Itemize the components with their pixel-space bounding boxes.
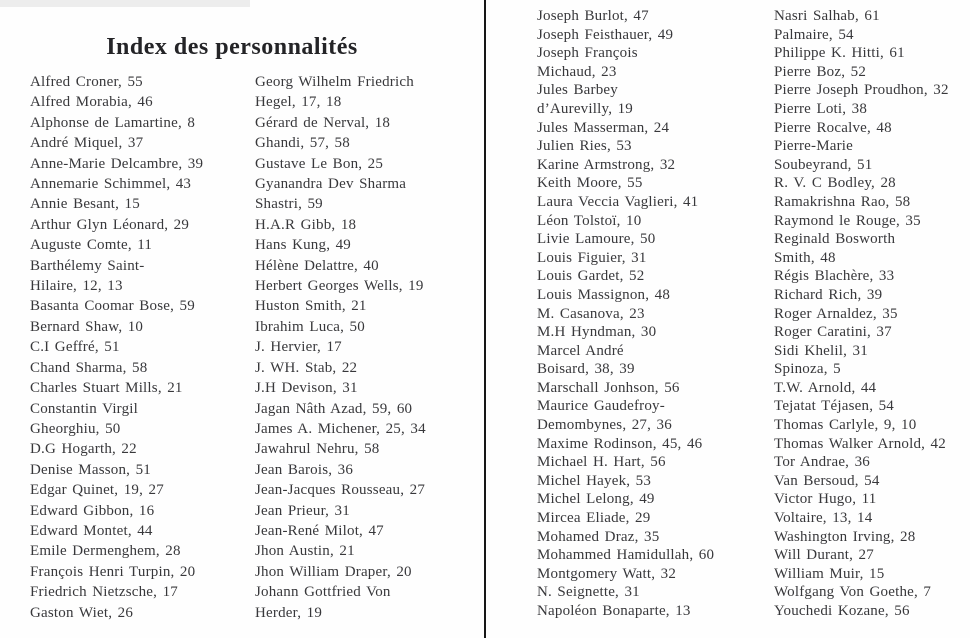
- index-entry: Ghandi, 57, 58: [255, 135, 350, 152]
- index-entry: Reginald Bosworth: [774, 231, 896, 248]
- index-entry: Hélène Delattre, 40: [255, 257, 379, 274]
- index-entry: Will Durant, 27: [774, 547, 874, 564]
- index-entry: Régis Blachère, 33: [774, 268, 895, 285]
- index-entry: Mircea Eliade, 29: [537, 510, 651, 527]
- index-entry: Montgomery Watt, 32: [537, 565, 677, 582]
- index-entry: Napoléon Bonaparte, 13: [537, 603, 691, 619]
- index-entry: Shastri, 59: [255, 196, 323, 213]
- index-entry: Gaston Wiet, 26: [30, 604, 134, 621]
- index-entry: Mohamed Draz, 35: [537, 528, 660, 545]
- index-entry: Louis Gardet, 52: [537, 268, 645, 285]
- index-entry: Herder, 19: [255, 604, 323, 621]
- index-entry: Pierre Rocalve, 48: [774, 119, 892, 136]
- index-entry: Arthur Glyn Léonard, 29: [30, 216, 190, 233]
- index-entry: Jean-Jacques Rousseau, 27: [255, 482, 426, 499]
- index-entry: D.G Hogarth, 22: [30, 441, 137, 458]
- index-entry: Hegel, 17, 18: [255, 94, 342, 111]
- page-title: Index des personnalités: [106, 34, 358, 61]
- index-entry: J.H Devison, 31: [255, 380, 358, 397]
- index-entry: Denise Masson, 51: [30, 461, 151, 478]
- index-entry: Bernard Shaw, 10: [30, 318, 144, 335]
- index-entry: Nasri Salhab, 61: [774, 8, 880, 24]
- index-entry: Soubeyrand, 51: [774, 156, 873, 173]
- index-entry: Gérard de Nerval, 18: [255, 114, 391, 131]
- index-entry: Huston Smith, 21: [255, 298, 367, 315]
- index-entry: Jhon William Draper, 20: [255, 563, 412, 580]
- index-entry: Edward Montet, 44: [30, 522, 153, 539]
- index-entry: Philippe K. Hitti, 61: [774, 45, 905, 62]
- index-entry: Michel Hayek, 53: [537, 472, 652, 489]
- index-entry: François Henri Turpin, 20: [30, 563, 196, 580]
- index-entry: M. Casanova, 23: [537, 305, 645, 322]
- index-entry: Michel Lelong, 49: [537, 491, 655, 508]
- index-entry: Friedrich Nietzsche, 17: [30, 584, 178, 601]
- index-entry: Thomas Walker Arnold, 42: [774, 435, 946, 452]
- index-entry: Maxime Rodinson, 45, 46: [537, 435, 703, 452]
- index-entry: Laura Veccia Vaglieri, 41: [537, 193, 699, 210]
- index-entry: André Miquel, 37: [30, 135, 144, 152]
- index-entry: J. WH. Stab, 22: [255, 359, 358, 376]
- index-entry: Alphonse de Lamartine, 8: [30, 114, 196, 131]
- index-entry: Edgar Quinet, 19, 27: [30, 482, 164, 499]
- index-entry: Tejatat Téjasen, 54: [774, 398, 895, 415]
- index-entry: Pierre Boz, 52: [774, 63, 867, 80]
- index-entry: William Muir, 15: [774, 565, 885, 582]
- index-entry: Louis Massignon, 48: [537, 286, 671, 303]
- left-page: [0, 0, 484, 638]
- index-entry: Annie Besant, 15: [30, 196, 140, 213]
- index-entry: Gheorghiu, 50: [30, 420, 121, 437]
- index-entry: Youchedi Kozane, 56: [774, 603, 910, 619]
- index-entry: Hilaire, 12, 13: [30, 278, 123, 295]
- index-entry: Thomas Carlyle, 9, 10: [774, 417, 917, 434]
- index-entry: Sidi Khelil, 31: [774, 342, 868, 359]
- index-entry: Demombynes, 27, 36: [537, 417, 672, 434]
- index-entry: Gyanandra Dev Sharma: [255, 176, 407, 193]
- index-entry: T.W. Arnold, 44: [774, 379, 877, 396]
- index-entry: Marschall Jonhson, 56: [537, 379, 680, 396]
- index-entry: Alfred Morabia, 46: [30, 94, 153, 111]
- index-entry: Alfred Croner, 55: [30, 74, 143, 90]
- index-column-3: [537, 7, 714, 621]
- index-entry: Joseph Feisthauer, 49: [537, 26, 674, 43]
- index-entry: Basanta Coomar Bose, 59: [30, 298, 195, 315]
- index-entry: Jules Masserman, 24: [537, 119, 670, 136]
- index-entry: Palmaire, 54: [774, 26, 854, 43]
- index-entry: Michael H. Hart, 56: [537, 454, 666, 471]
- index-entry: Barthélemy Saint-: [30, 257, 145, 274]
- index-entry: Gustave Le Bon, 25: [255, 155, 384, 172]
- index-column-4: [774, 7, 949, 621]
- index-entry: Jawahrul Nehru, 58: [255, 441, 380, 458]
- index-entry: Joseph François: [537, 45, 638, 62]
- index-entry: Roger Caratini, 37: [774, 324, 892, 341]
- index-entry: Wolfgang Von Goethe, 7: [774, 584, 932, 601]
- index-entry: Ramakrishna Rao, 58: [774, 193, 911, 210]
- index-entry: Emile Dermenghem, 28: [30, 543, 181, 560]
- index-entry: Julien Ries, 53: [537, 138, 632, 155]
- index-entry: Voltaire, 13, 14: [774, 510, 873, 527]
- index-entry: Hans Kung, 49: [255, 237, 352, 254]
- index-entry: Smith, 48: [774, 249, 836, 266]
- index-entry: N. Seignette, 31: [537, 584, 640, 601]
- index-entry: Spinoza, 5: [774, 361, 841, 378]
- index-entry: Ibrahim Luca, 50: [255, 318, 365, 335]
- index-entry: Anne-Marie Delcambre, 39: [30, 155, 204, 172]
- index-entry: Jhon Austin, 21: [255, 543, 355, 560]
- index-column-1: [30, 72, 203, 623]
- index-entry: Charles Stuart Mills, 21: [30, 380, 183, 397]
- index-entry: Jean Barois, 36: [255, 461, 354, 478]
- index-entry: Jagan Nâth Azad, 59, 60: [255, 400, 413, 417]
- index-entry: Tor Andrae, 36: [774, 454, 870, 471]
- index-entry: J. Hervier, 17: [255, 339, 342, 356]
- index-entry: Louis Figuier, 31: [537, 249, 647, 266]
- index-entry: d’Aurevilly, 19: [537, 100, 634, 117]
- index-entry: James A. Michener, 25, 34: [255, 420, 426, 437]
- scan-edge-artifact: [0, 0, 250, 7]
- index-entry: Jean Prieur, 31: [255, 502, 350, 519]
- index-entry: Pierre Loti, 38: [774, 100, 868, 117]
- index-entry: Herbert Georges Wells, 19: [255, 278, 424, 295]
- index-entry: Maurice Gaudefroy-: [537, 398, 665, 415]
- index-entry: Washington Irving, 28: [774, 528, 916, 545]
- index-entry: Jules Barbey: [537, 82, 618, 99]
- index-entry: Johann Gottfried Von: [255, 584, 391, 601]
- index-entry: Pierre-Marie: [774, 138, 854, 155]
- index-entry: Mohammed Hamidullah, 60: [537, 547, 715, 564]
- index-entry: Roger Arnaldez, 35: [774, 305, 898, 322]
- index-entry: Auguste Comte, 11: [30, 237, 153, 254]
- index-entry: C.I Geffré, 51: [30, 339, 120, 356]
- index-entry: Keith Moore, 55: [537, 175, 643, 192]
- index-column-2: [255, 72, 426, 623]
- index-entry: Jean-René Milot, 47: [255, 522, 384, 539]
- index-entry: Constantin Virgil: [30, 400, 139, 417]
- index-entry: Livie Lamoure, 50: [537, 231, 656, 248]
- right-page: [486, 0, 970, 638]
- index-entry: Michaud, 23: [537, 63, 617, 80]
- index-entry: Pierre Joseph Proudhon, 32: [774, 82, 949, 99]
- index-entry: Raymond le Rouge, 35: [774, 212, 921, 229]
- index-entry: Marcel André: [537, 342, 624, 359]
- index-entry: M.H Hyndman, 30: [537, 324, 657, 341]
- index-entry: Annemarie Schimmel, 43: [30, 176, 192, 193]
- index-entry: Richard Rich, 39: [774, 286, 883, 303]
- index-entry: Van Bersoud, 54: [774, 472, 880, 489]
- index-entry: Georg Wilhelm Friedrich: [255, 74, 414, 90]
- index-entry: Chand Sharma, 58: [30, 359, 148, 376]
- index-entry: Léon Tolstoï, 10: [537, 212, 642, 229]
- index-entry: R. V. C Bodley, 28: [774, 175, 896, 192]
- index-entry: Edward Gibbon, 16: [30, 502, 155, 519]
- index-entry: Victor Hugo, 11: [774, 491, 877, 508]
- index-entry: H.A.R Gibb, 18: [255, 216, 357, 233]
- index-entry: Karine Armstrong, 32: [537, 156, 676, 173]
- index-entry: Joseph Burlot, 47: [537, 8, 649, 24]
- index-entry: Boisard, 38, 39: [537, 361, 635, 378]
